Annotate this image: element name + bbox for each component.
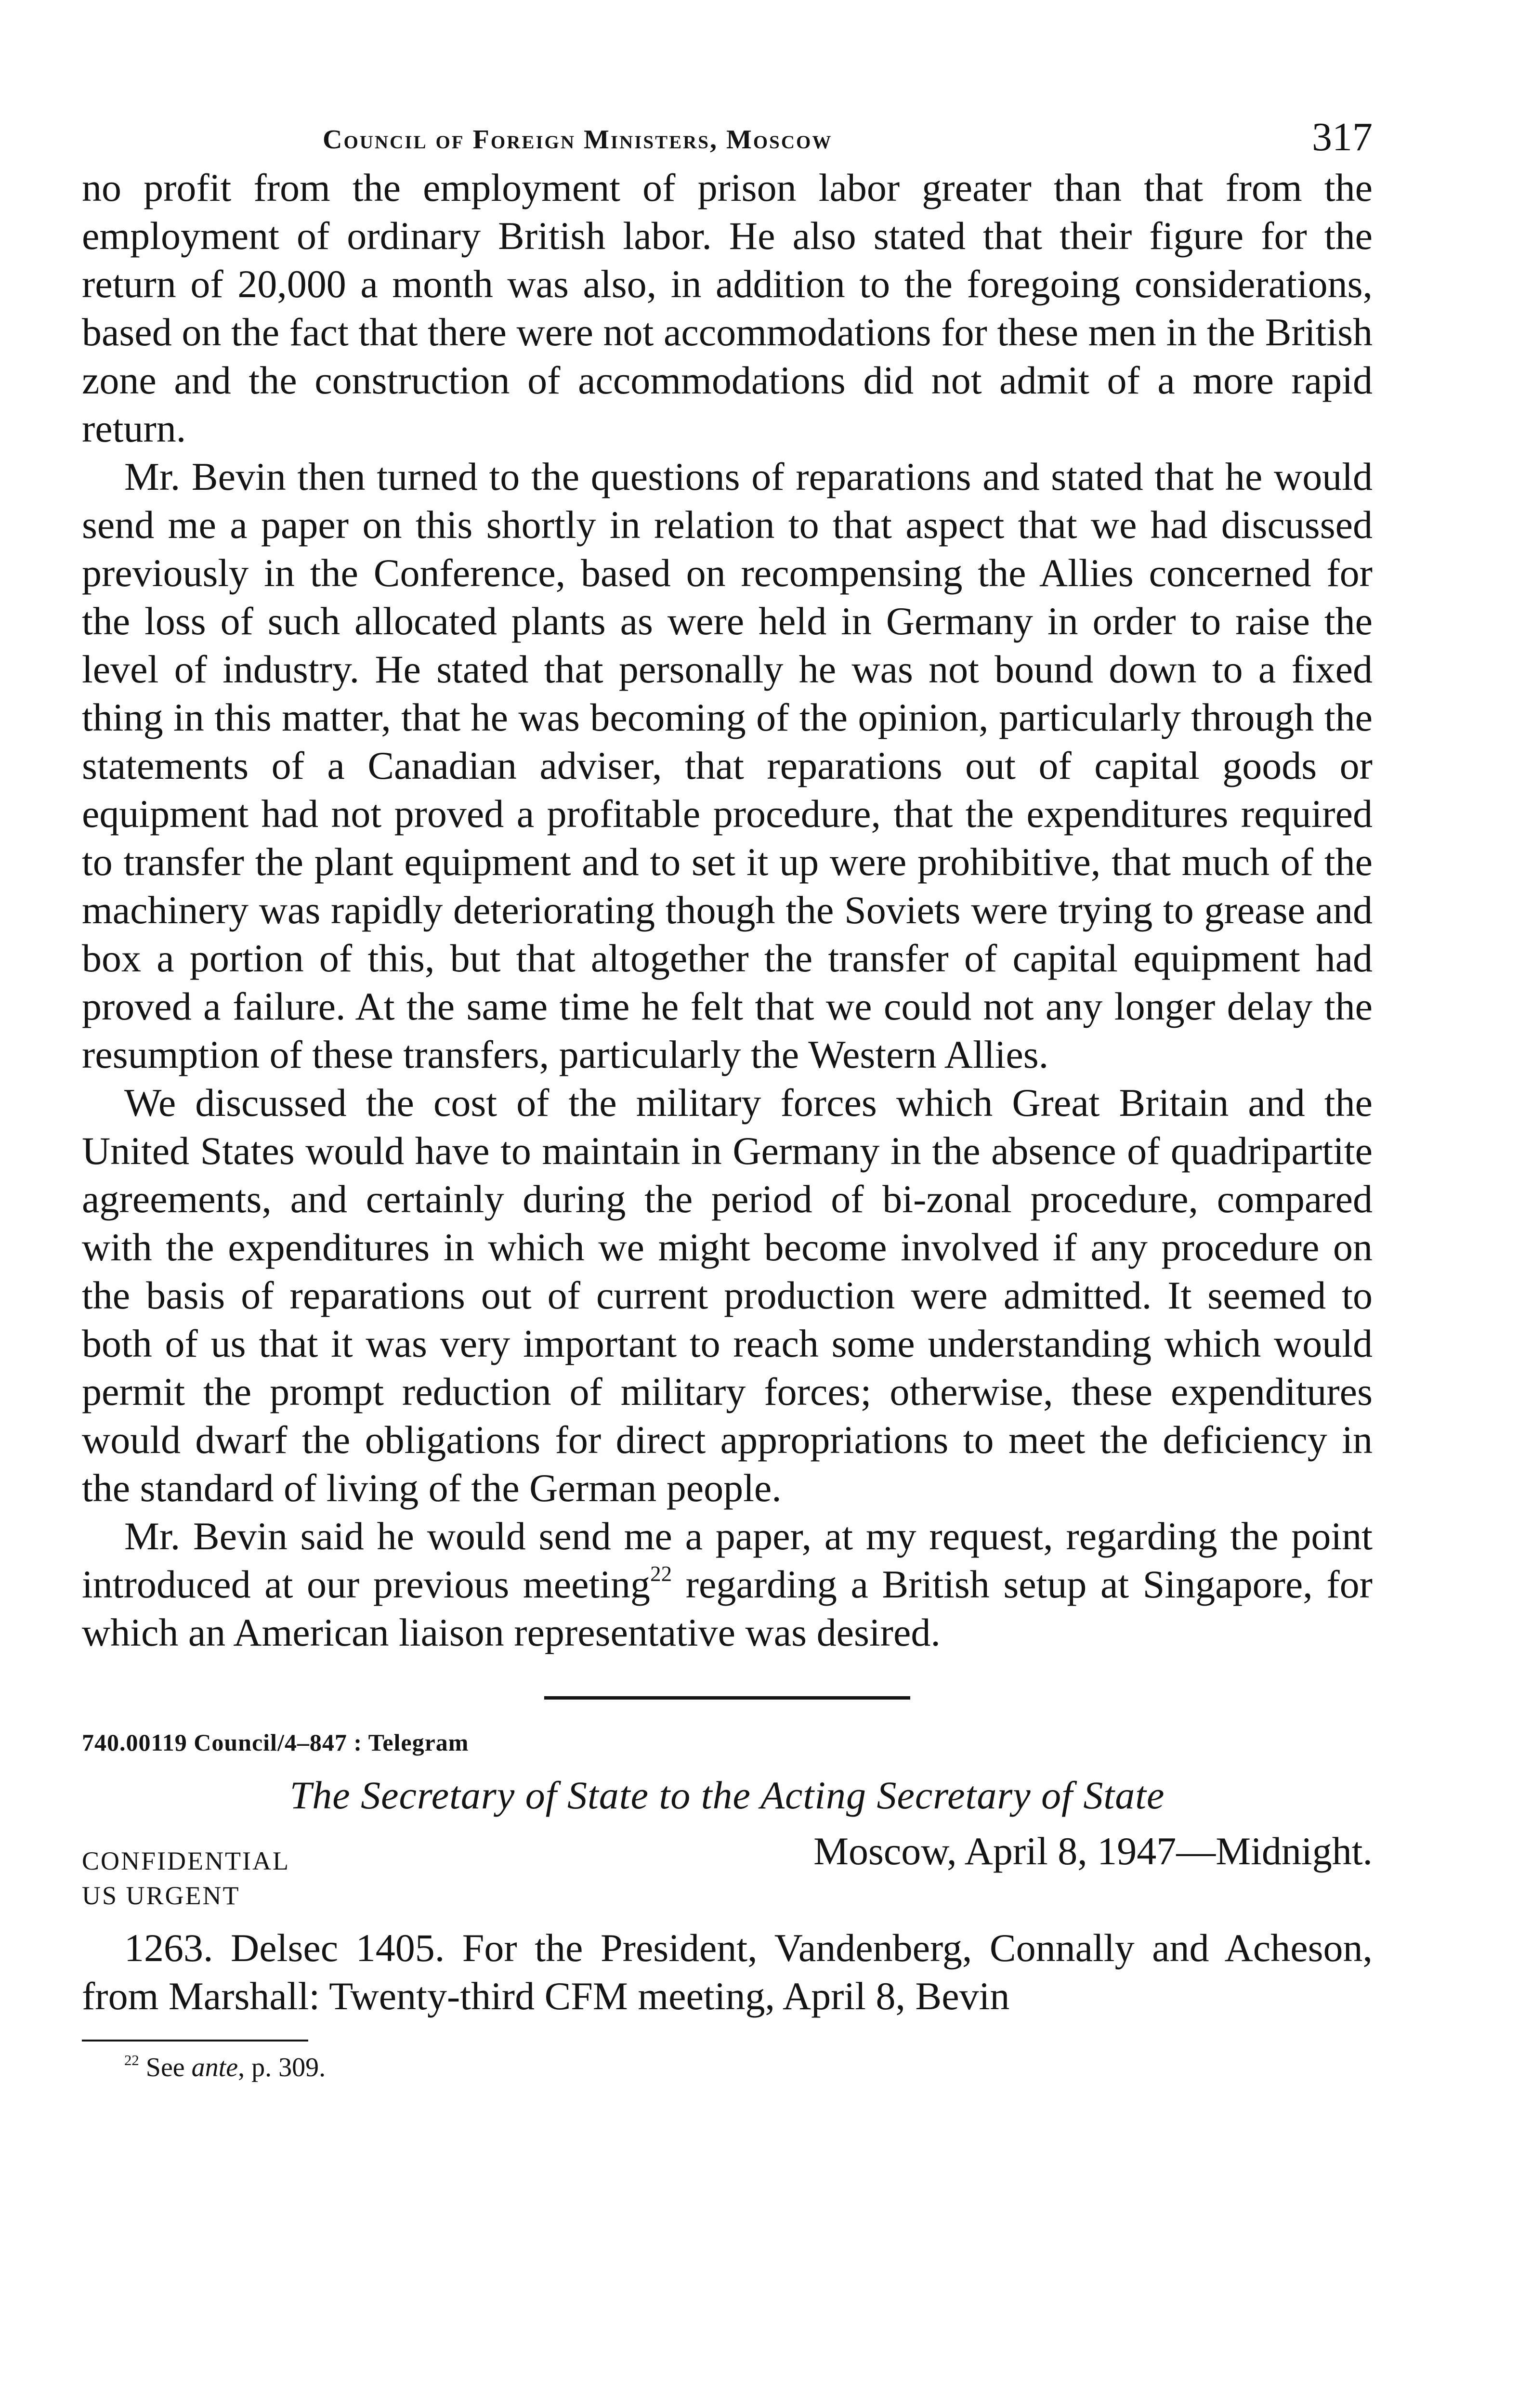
footnote-divider [82, 2040, 308, 2042]
paragraph-singapore-text: Mr. Bevin said he would send me a paper, at my request, regarding the point introduced at our previous meeting [82, 1514, 1373, 1606]
paragraph-reparations: Mr. Bevin then turned to the questions of reparations and stated that he would send me a paper on this shortly in relation to that aspect that we had discussed previously in the Conference, based on recompensing the Allies concerned for the loss of such allocated plants as were held in Germany in order to raise the level of industry. He stated that personally he was not bound down to a fixed thing in this matter, that he was becoming of the opinion, particularly through the statements of a Canadian adviser, that reparations out of capital goods or equipment had not proved a profitable procedure, that the expenditures required to transfer the plant equipment and to set it up were prohibitive, that much of the machinery was rapidly deteriorating though the Soviets were trying to grease and box a portion of this, but that altogether the transfer of capital equipment had proved a failure. At the same time he felt that we could not any longer delay the resumption of these transfers, particularly the Western Allies. [82, 455, 1373, 1076]
priority-label: US URGENT [82, 1881, 240, 1910]
paragraph-singapore [82, 1512, 1373, 1657]
classification-label: CONFIDENTIAL [82, 1846, 290, 1875]
paragraph-singapore-text-end: regarding a British setup at Singapore, for which an American liaison representative was desired. [82, 1562, 1373, 1654]
paragraph-military-forces: We discussed the cost of the military forces which Great Britain and the United States would have to maintain in Germany in the absence of quadripartite agreements, and certainly during the period of bi-zonal procedure, compared with the expenditures in which we might become involved if any procedure on the basis of reparations out of current production were admitted. It seemed to both of us that it was very important to reach some understanding which would permit the prompt reduction of military forces; otherwise, these expenditures would dwarf the obligations for direct appropriations to meet the deficiency in the standard of living of the German people. [82, 1081, 1373, 1510]
running-header [82, 111, 1373, 164]
footnote-text: See [139, 2053, 192, 2082]
dateline: Moscow, April 8, 1947—Midnight. [813, 1829, 1373, 1873]
document-heading: The Secretary of State to the Acting Secretary of State [289, 1773, 1165, 1817]
section-divider [544, 1696, 910, 1700]
footnote-number: 22 [124, 2052, 139, 2068]
memorandum-body [82, 164, 1373, 1657]
running-title: Council of Foreign Ministers, Moscow [323, 125, 833, 155]
footnote-text-end: , p. 309. [238, 2053, 326, 2082]
page-number: 317 [1312, 115, 1373, 159]
telegram-meta [82, 1829, 1373, 1878]
paragraph-continued: no profit from the employment of prison labor greater than that from the employment of ordinary British labor. He also stated that their figure for the return of 20,000 a month was also, in addition to the foregoing considerations, based on the fact that there were not accommodations for these men in the British zone and the construction of accommodations did not admit of a more rapid return. [82, 166, 1373, 450]
document-page [82, 111, 1373, 2083]
footnote [82, 2052, 1373, 2083]
footnote-italic: ante [191, 2053, 238, 2082]
telegram-opening: 1263. Delsec 1405. For the President, Vandenberg, Connally and Acheson, from Marshall: Twenty-third CFM meeting, April 8, Bevin [82, 1926, 1373, 2018]
footnote-reference[interactable]: 22 [650, 1562, 672, 1586]
telegram-body [82, 1924, 1373, 2020]
file-reference: 740.00119 Council/4–847 : Telegram [82, 1729, 469, 1756]
